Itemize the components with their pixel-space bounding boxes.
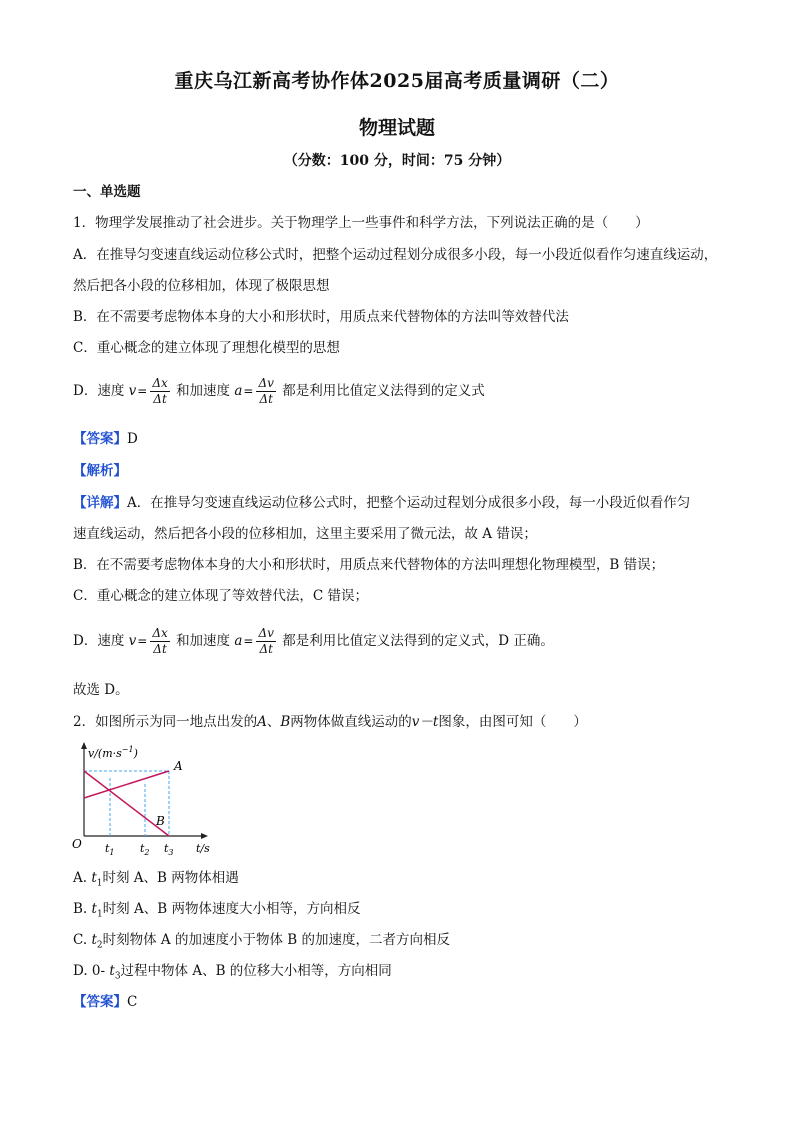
q2-option-c (73, 930, 723, 956)
q2-stem-a: A (257, 714, 267, 730)
origin-label: O (72, 837, 82, 851)
q1-detail-b: B．在不需要考虑物体本身的大小和形状时，用质点来代替物体的方法叫理想化物理模型，B 错误； (73, 557, 665, 573)
option-sub: 2 (96, 940, 103, 951)
q1-option-d-mid: 和加速度 (176, 383, 231, 399)
vt-graph (68, 740, 218, 860)
answer-value: D (127, 431, 138, 447)
detail-d-suffix: 都是利用比值定义法得到的定义式，D 正确。 (282, 633, 554, 649)
fraction-dx-dt (150, 376, 169, 407)
fraction-numerator: Δx (152, 376, 168, 390)
fraction-numerator: Δv (258, 376, 274, 390)
q1-option-d-prefix: D．速度 (73, 383, 125, 399)
option-text: 时刻物体 A 的加速度小于物体 B 的加速度，二者方向相反 (102, 932, 450, 948)
fraction-denominator: Δt (259, 642, 273, 656)
fraction-numerator: Δv (258, 626, 274, 640)
fraction-dv-dt (256, 376, 275, 407)
q2-stem-vt: v－t (411, 714, 439, 730)
fraction-denominator: Δt (153, 392, 167, 406)
formula-a: a (234, 383, 243, 399)
formula-eq: = (243, 634, 254, 648)
exam-info: （分数：100 分，时间：75 分钟） (283, 153, 511, 169)
formula-v: v (128, 383, 137, 399)
q1-detail-c: C．重心概念的建立体现了等效替代法，C 错误； (73, 588, 368, 604)
option-label: B. (73, 901, 92, 917)
y-axis-label: $v/(m\cdot s^{-1})$ (88, 745, 138, 760)
t3-label: $t_3$ (164, 842, 174, 857)
option-text: 时刻 A、B 两物体速度大小相等，方向相反 (102, 901, 361, 917)
t1-label: $t_1$ (105, 842, 115, 857)
fraction-denominator: Δt (153, 642, 167, 656)
q2-answer (73, 992, 723, 1012)
formula-eq: = (243, 384, 254, 398)
x-axis-label: t/s (196, 842, 210, 855)
exam-title: 重庆乌江新高考协作体2025届高考质量调研（二） (174, 70, 620, 92)
answer-tag: 【答案】 (73, 431, 127, 447)
formula-v: v (128, 633, 137, 649)
q1-option-c: C．重心概念的建立体现了理想化模型的思想 (73, 340, 340, 356)
q1-option-d (73, 374, 723, 408)
formula-eq: = (137, 634, 148, 648)
q1-analysis-tag-line (73, 461, 723, 481)
detail-d-mid: 和加速度 (176, 633, 231, 649)
q2-stem-prefix: 2．如图所示为同一地点出发的 (73, 714, 258, 730)
detail-a-text: A．在推导匀变速直线运动位移公式时，把整个运动过程划分成很多小段，每一小段近似看作匀 (127, 495, 691, 511)
fraction-dv-dt (256, 626, 275, 657)
q2-option-b (73, 899, 723, 925)
option-var: t (109, 963, 115, 979)
answer-tag: 【答案】 (73, 994, 127, 1010)
option-var: t (91, 932, 97, 948)
analysis-tag: 【解析】 (73, 463, 127, 479)
q1-answer (73, 429, 723, 449)
q1-option-b: B．在不需要考虑物体本身的大小和形状时，用质点来代替物体的方法叫等效替代法 (73, 309, 569, 325)
option-sub: 3 (114, 971, 121, 982)
detail-tag: 【详解】 (73, 495, 127, 511)
fraction-denominator: Δt (259, 392, 273, 406)
label-b: B (156, 814, 165, 828)
option-label: A. (73, 870, 92, 886)
option-sub: 1 (96, 909, 103, 920)
y-axis-arrow (81, 742, 87, 749)
q1-stem: 1．物理学发展推动了社会进步。关于物理学上一些事件和科学方法，下列说法正确的是（ ） (73, 215, 649, 231)
formula-eq: = (137, 384, 148, 398)
q2-stem-sep: 、 (266, 714, 281, 730)
formula-a: a (234, 633, 243, 649)
q1-detail-a-line1 (73, 493, 723, 513)
q2-stem-mid: 两物体做直线运动的 (290, 714, 412, 730)
label-a: A (174, 759, 183, 773)
section-title: 一、单选题 (73, 184, 141, 200)
fraction-dx-dt (150, 626, 169, 657)
q2-option-a (73, 868, 723, 894)
q2-stem-suffix: 图象，由图可知（ ） (438, 714, 587, 730)
subject-title: 物理试题 (358, 117, 435, 139)
q1-conclusion: 故选 D。 (73, 682, 129, 698)
option-var: t (91, 870, 97, 886)
q1-detail-d (73, 624, 723, 658)
line-a (84, 771, 169, 798)
option-var: t (91, 901, 97, 917)
q1-option-a-line1: A．在推导匀变速直线运动位移公式时，把整个运动过程划分成很多小段，每一小段近似看作匀速直线运动， (73, 247, 718, 263)
detail-d-prefix: D．速度 (73, 633, 125, 649)
x-axis-arrow (201, 833, 208, 839)
q2-option-d (73, 961, 723, 987)
q2-stem-b: B (280, 714, 291, 730)
option-label: D. 0- (73, 963, 110, 979)
answer-value: C (127, 994, 138, 1010)
t2-label: $t_2$ (140, 842, 150, 857)
option-text: 时刻 A、B 两物体相遇 (102, 870, 239, 886)
option-label: C. (73, 932, 92, 948)
option-sub: 1 (96, 878, 103, 889)
q1-detail-a-line2: 速直线运动，然后把各小段的位移相加，这里主要采用了微元法，故 A 错误； (73, 526, 537, 542)
option-text: 过程中物体 A、B 的位移大小相等，方向相同 (120, 963, 392, 979)
q1-option-d-suffix: 都是利用比值定义法得到的定义式 (282, 383, 485, 399)
q2-stem (73, 712, 723, 732)
q1-option-a-line2: 然后把各小段的位移相加，体现了极限思想 (73, 278, 330, 294)
fraction-numerator: Δx (152, 626, 168, 640)
